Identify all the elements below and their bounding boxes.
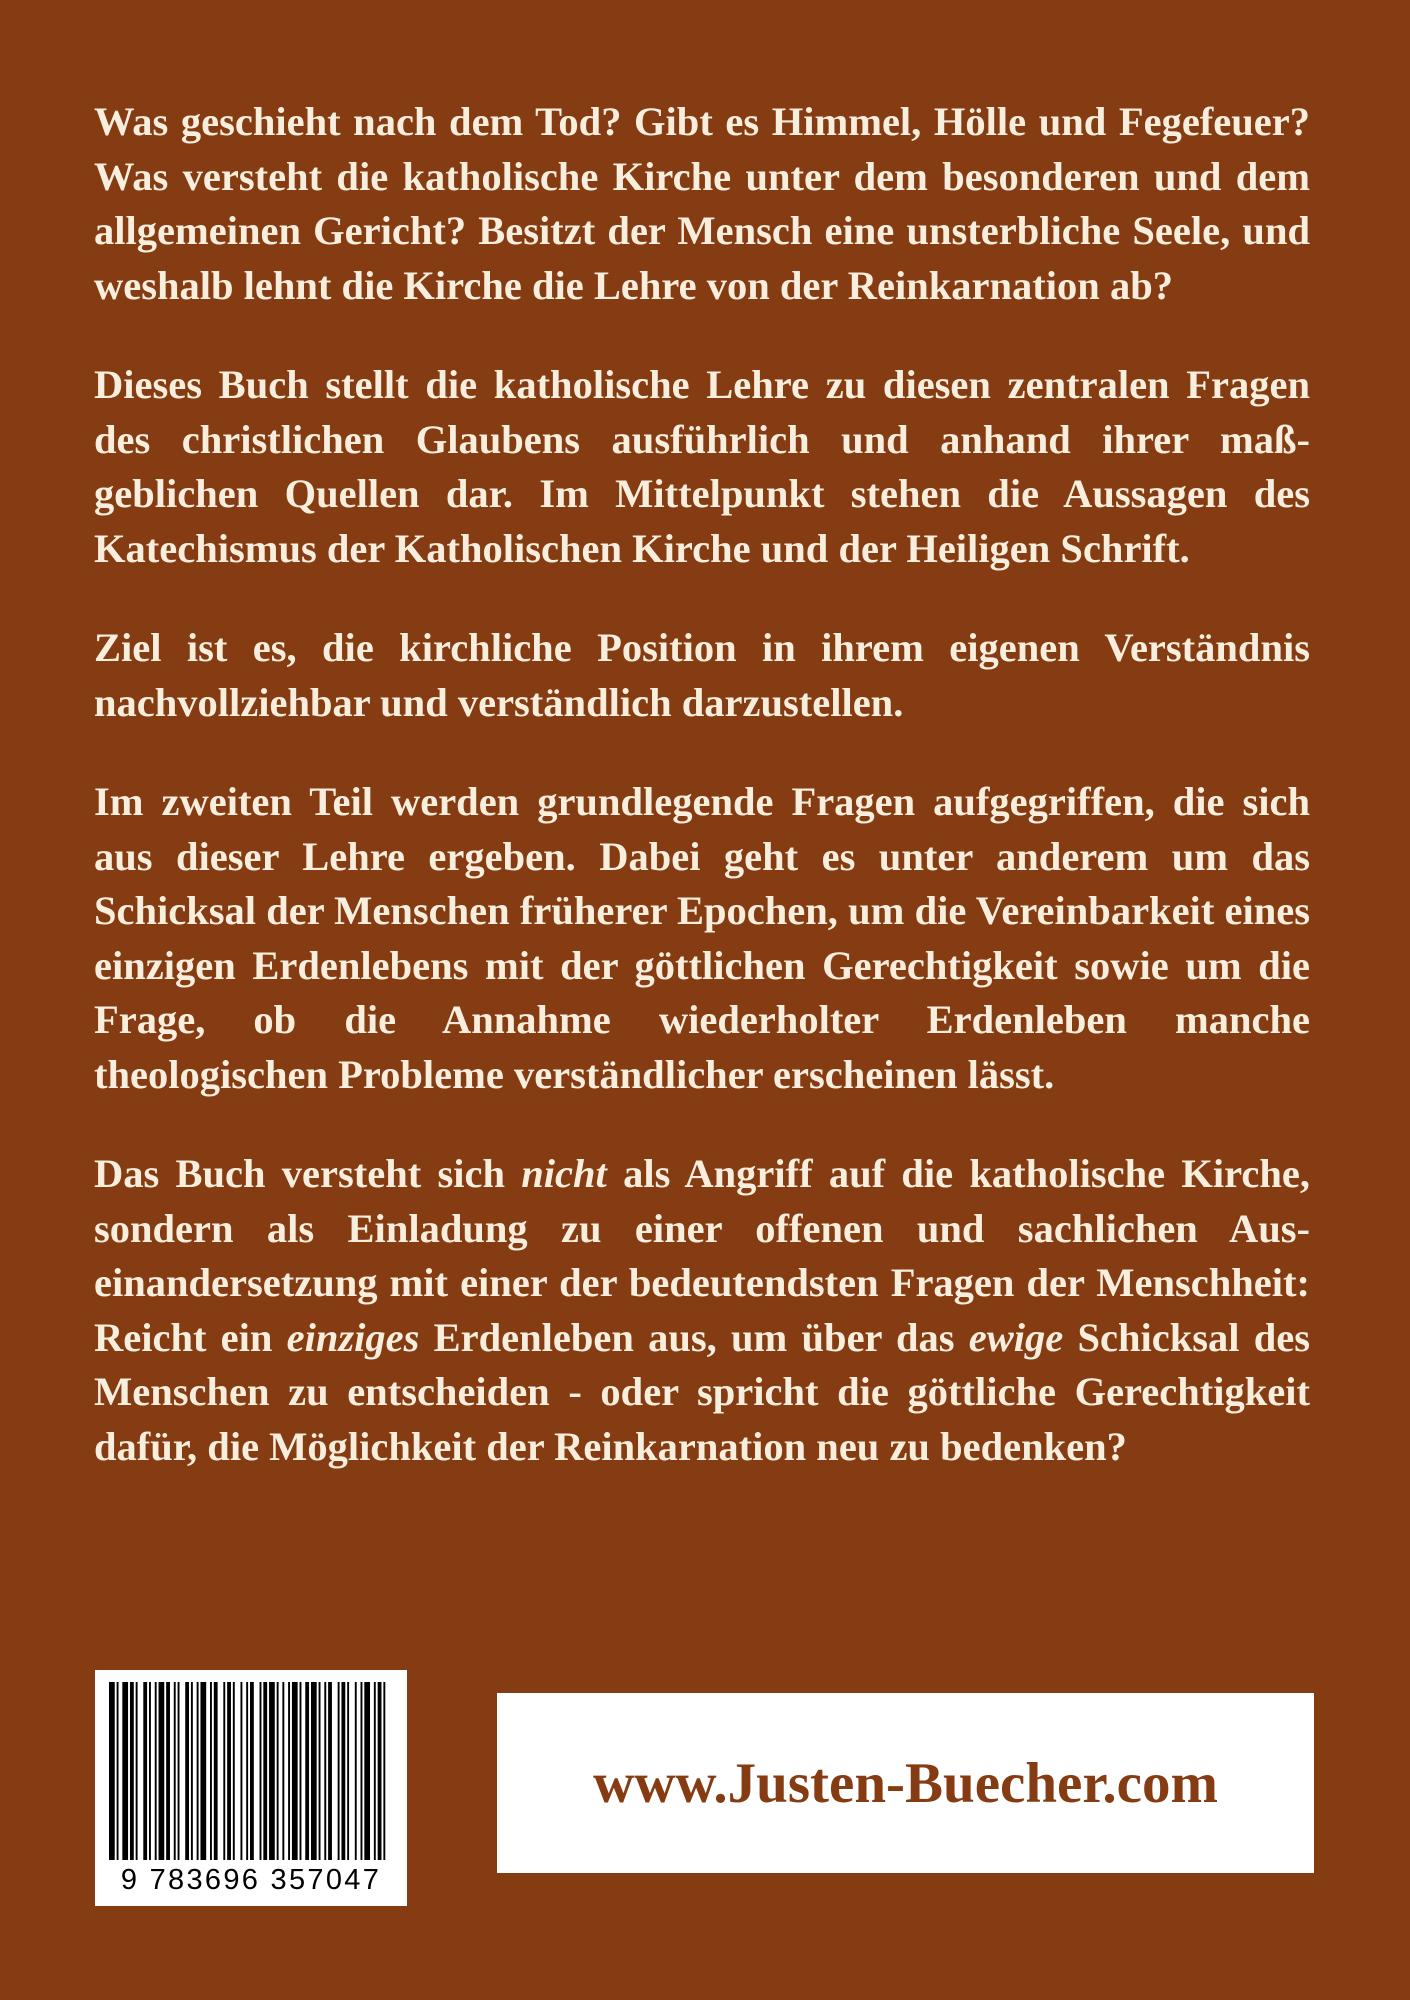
p5-segment: Erdenleben aus, um über das [419,1314,969,1360]
blurb-paragraph-2: Dieses Buch stellt die katholische Lehre zu diesen zentralen Fragen des christlichen Glaubens ausführlich und anhand ihrer maßgeblichen Quellen dar. Im Mittelpunkt stehen die Aussagen des Katechismus der Katholischen Kirche und der Heiligen Schrift. [94,362,1310,571]
barcode-bar [311,1682,317,1860]
barcode-bar [263,1682,267,1860]
barcode-bar [260,1682,262,1860]
emphasis-nicht: nicht [521,1151,607,1196]
emphasis-einziges: einziges [286,1314,420,1360]
blurb-paragraph-1: Was geschieht nach dem Tod? Gibt es Himmel, Hölle und Fegefeuer? Was versteht die katholische Kirche unter dem besonderen und dem allgemeinen Gericht? Besitzt der Mensch eine unsterbliche Seele, und weshalb lehnt die Kirche die Lehre von der Reinkarnation ab? [94,99,1310,308]
barcode-bar [233,1682,235,1860]
barcode-bar [288,1682,290,1860]
barcode-bar [347,1682,349,1860]
website-box [497,1693,1314,1873]
barcode-bar [355,1682,357,1860]
barcode-bar [383,1682,385,1860]
website-url: www.Justen-Buecher.com [593,1751,1218,1815]
barcode-bar [246,1682,248,1860]
barcode-bar [305,1682,309,1860]
barcode-bar [174,1682,176,1860]
barcode-bar [269,1682,275,1860]
barcode-bar [300,1682,302,1860]
emphasis-ewige: ewige [968,1314,1064,1360]
isbn-barcode [95,1670,407,1906]
barcode-bar [136,1682,138,1860]
blurb-paragraph-3: Ziel ist es, die kirchliche Position in ihrem eigenen Verständnis nachvollziehbar und verständlich darzustellen. [94,625,1310,725]
barcode-bar [178,1682,180,1860]
blurb-paragraph-4: Im zweiten Teil werden grundlegende Fragen aufgegriffen, die sich aus dieser Lehre ergeben. Dabei geht es unter anderem um das Schicksal der Menschen früherer Epochen, um die Vereinbarkeit eines einzigen Erdenlebens mit der göttlichen Gerechtigkeit sowie um die Frage, ob die Annahme wiederholter Erdenleben manche theologischen Probleme verständlicher erscheinen lässt. [94,779,1310,1097]
barcode-bar [155,1682,157,1860]
barcode-bar [250,1682,254,1860]
barcode-bar [149,1682,151,1860]
barcode-bar [378,1682,382,1860]
barcode-bar [319,1682,321,1860]
barcode-bar [223,1682,225,1860]
blurb-text [94,95,1310,1474]
barcode-bar [361,1682,363,1860]
barcode-bar [210,1682,212,1860]
barcode-bar [185,1682,189,1860]
barcode-bar [324,1682,326,1860]
barcode-bar [166,1682,170,1860]
barcode-bar [117,1682,119,1860]
barcode-bar [143,1682,147,1860]
barcode-bar [122,1682,128,1860]
barcode-bar [338,1682,340,1860]
barcode-bar [109,1682,115,1860]
blurb-paragraph-5 [94,1147,1310,1474]
barcode-bar [374,1682,376,1860]
barcode-bar [328,1682,332,1860]
barcode-bar [341,1682,345,1860]
barcode-bar [130,1682,134,1860]
barcode-bar [227,1682,231,1860]
isbn-number: 9 783696 357047 [120,1864,382,1896]
barcode-bar [191,1682,193,1860]
barcode-bar [277,1682,279,1860]
barcode-bar [214,1682,218,1860]
p5-segment: Das Buch versteht sich [94,1151,522,1196]
p5-segment: als Angriff auf die katholische Kirche, sondern als Einladung zu einer offenen und sachlichen Auseinandersetzung mit einer der bedeutendsten Fragen der Menschheit: Reicht ein [94,1151,1310,1360]
barcode-bar [282,1682,284,1860]
barcode-bar [292,1682,298,1860]
barcode-bar [364,1682,370,1860]
barcode-bar [200,1682,206,1860]
barcode-bar [159,1682,165,1860]
barcode-bar [197,1682,199,1860]
p5-segment: Schicksal des Menschen zu entscheiden - oder spricht die göttliche Gerechtigkeit dafür, die Möglichkeit der Reinkarnation neu zu bedenken? [94,1314,1310,1469]
barcode-bar [240,1682,242,1860]
